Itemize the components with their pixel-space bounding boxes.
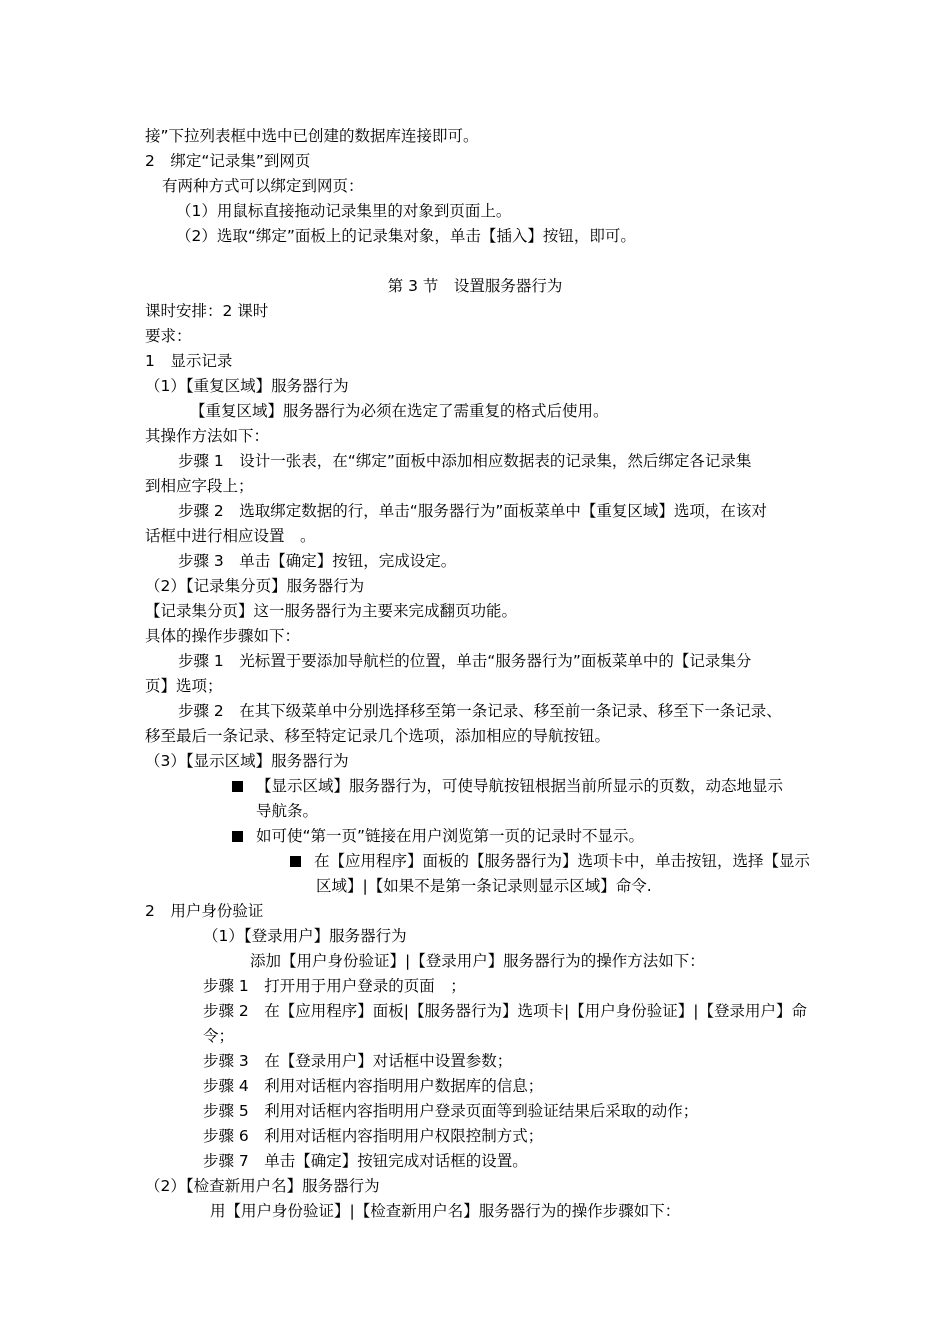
step-line: 步骤 7 单击【确定】按钮完成对话框的设置。	[203, 1152, 528, 1170]
subsection-heading: （2）【检查新用户名】服务器行为	[145, 1177, 380, 1195]
text-line: 具体的操作步骤如下：	[145, 627, 301, 645]
step-line: 步骤 4 利用对话框内容指明用户数据库的信息；	[203, 1077, 544, 1095]
subsection-heading: （1）【登录用户】服务器行为	[203, 927, 407, 945]
text-line: 页】选项；	[145, 677, 223, 695]
step-line: 步骤 3 单击【确定】按钮，完成设定。	[178, 552, 457, 570]
subsection-heading: （1）【重复区域】服务器行为	[145, 377, 349, 395]
text-line: 移至最后一条记录、移至特定记录几个选项，添加相应的导航按钮。	[145, 727, 611, 745]
text-line: 区域】|【如果不是第一条记录则显示区域】命令.	[316, 877, 652, 895]
bullet-item: 如可使“第一页”链接在用户浏览第一页的记录时不显示。	[232, 826, 644, 846]
step-line: 步骤 1 打开用于用户登录的页面 ；	[203, 977, 466, 995]
section-heading: 2 绑定“记录集”到网页	[145, 152, 311, 170]
text-line: 用【用户身份验证】|【检查新用户名】服务器行为的操作步骤如下：	[210, 1202, 681, 1220]
text-line: 添加【用户身份验证】|【登录用户】服务器行为的操作方法如下：	[250, 952, 705, 970]
section-heading: 1 显示记录	[145, 352, 233, 370]
text-line: 导航条。	[256, 802, 319, 820]
section-heading: 2 用户身份验证	[145, 902, 264, 920]
page-title: 第 3 节 设置服务器行为	[387, 277, 563, 295]
step-line: 步骤 1 设计一张表，在“绑定”面板中添加相应数据表的记录集，然后绑定各记录集	[178, 452, 752, 470]
text-line: 其操作方法如下：	[145, 427, 270, 445]
subsection-heading: （3）【显示区域】服务器行为	[145, 752, 349, 770]
step-line: 步骤 5 利用对话框内容指明用户登录页面等到验证结果后采取的动作；	[203, 1102, 699, 1120]
text-line: 有两种方式可以绑定到网页：	[162, 177, 364, 195]
text-line: 【重复区域】服务器行为必须在选定了需重复的格式后使用。	[190, 402, 609, 420]
text-line: 到相应字段上；	[145, 477, 254, 495]
text-line: 要求：	[145, 327, 192, 345]
square-bullet-icon	[232, 781, 243, 792]
bullet-item: 【显示区域】服务器行为，可使导航按钮根据当前所显示的页数，动态地显示	[232, 776, 783, 796]
text-line: 接”下拉列表框中选中已创建的数据库连接即可。	[145, 127, 479, 145]
text-line: （1）用鼠标直接拖动记录集里的对象到页面上。	[176, 202, 512, 220]
text-line: 话框中进行相应设置 。	[145, 527, 316, 545]
step-line: 步骤 6 利用对话框内容指明用户权限控制方式；	[203, 1127, 544, 1145]
bullet-item: 在【应用程序】面板的【服务器行为】选项卡中，单击按钮，选择【显示	[290, 851, 810, 871]
square-bullet-icon	[290, 856, 301, 867]
step-line: 步骤 3 在【登录用户】对话框中设置参数；	[203, 1052, 513, 1070]
text-line: 【记录集分页】这一服务器行为主要来完成翻页功能。	[145, 602, 518, 620]
step-line: 步骤 2 在其下级菜单中分别选择移至第一条记录、移至前一条记录、移至下一条记录、	[178, 702, 782, 720]
text-line: （2）选取“绑定”面板上的记录集对象，单击【插入】按钮，即可。	[176, 227, 636, 245]
text-line: 令；	[203, 1027, 235, 1045]
subsection-heading: （2）【记录集分页】服务器行为	[145, 577, 365, 595]
text-line: 课时安排：2 课时	[145, 302, 269, 320]
step-line: 步骤 2 选取绑定数据的行，单击“服务器行为”面板菜单中【重复区域】选项，在该对	[178, 502, 767, 520]
step-line: 步骤 2 在【应用程序】面板|【服务器行为】选项卡|【用户身份验证】|【登录用户】命	[203, 1002, 807, 1020]
square-bullet-icon	[232, 831, 243, 842]
step-line: 步骤 1 光标置于要添加导航栏的位置，单击“服务器行为”面板菜单中的【记录集分	[178, 652, 752, 670]
